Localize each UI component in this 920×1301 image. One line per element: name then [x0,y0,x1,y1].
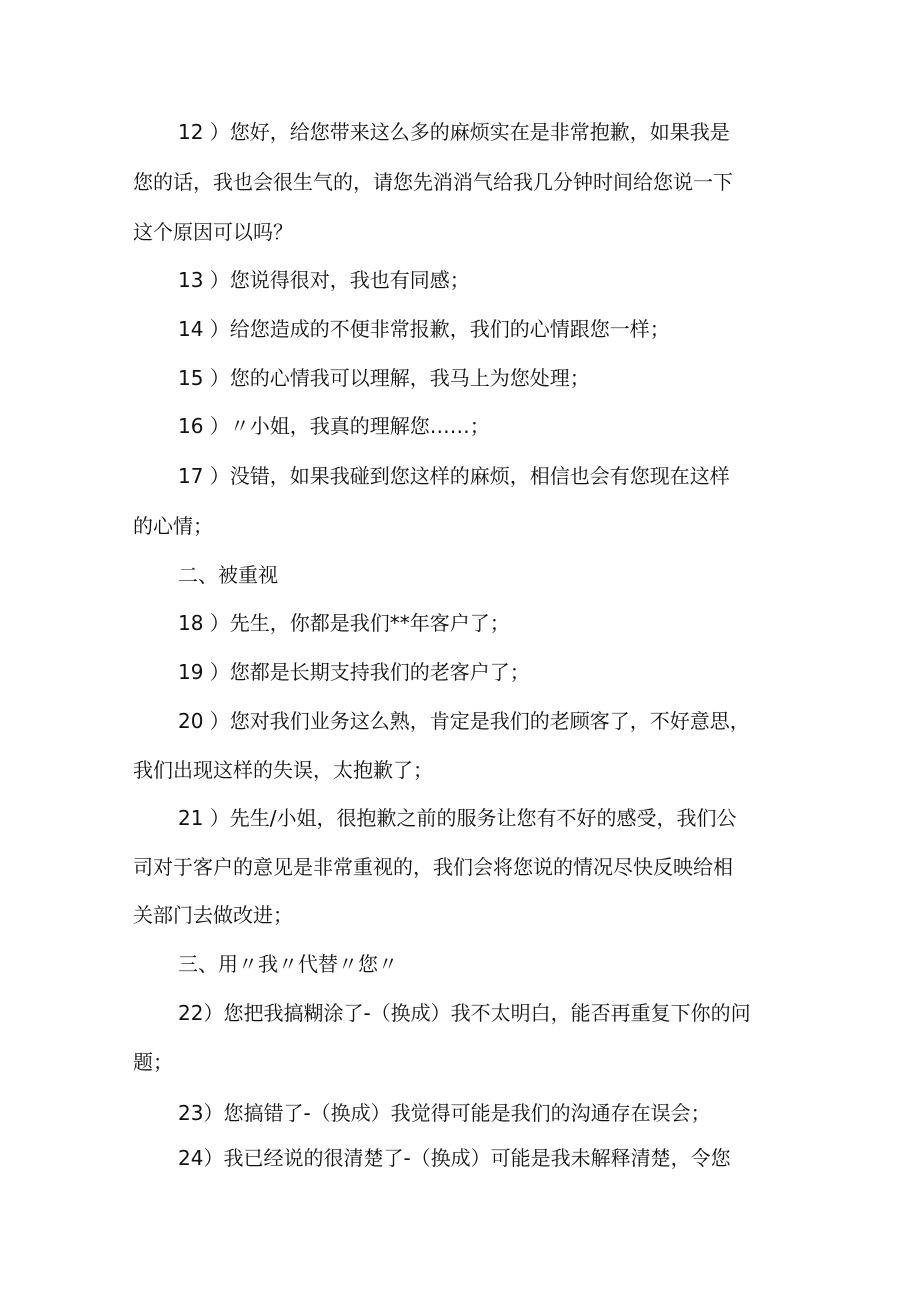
text-line-12b: 您的话，我也会很生气的，请您先消消气给我几分钟时间给您说一下 [133,170,733,194]
text-line-23: 23）您搞错了-（换成）我觉得可能是我们的沟通存在误会； [178,1101,711,1125]
text-line-12a: 12 ）您好，给您带来这么多的麻烦实在是非常抱歉，如果我是 [178,120,730,144]
text-line-19: 19 ）您都是长期支持我们的老客户了； [178,660,530,684]
text-line-18: 18 ）先生，你都是我们**年客户了； [178,611,510,635]
text-line-22a: 22）您把我搞糊涂了-（换成）我不太明白，能否再重复下你的问 [178,1001,751,1025]
text-line-13: 13 ）您说得很对，我也有同感； [178,268,470,292]
text-line-17b: 的心情； [133,514,213,538]
text-line-22b: 题； [133,1050,173,1074]
section-heading-3: 三、用〃我〃代替〃您〃 [178,952,398,976]
section-heading-2: 二、被重视 [178,563,278,587]
text-line-15: 15 ）您的心情我可以理解，我马上为您处理； [178,366,590,390]
text-line-24: 24）我已经说的很清楚了-（换成）可能是我未解释清楚，令您 [178,1146,731,1170]
text-line-21c: 关部门去做改进； [133,903,293,927]
text-line-12c: 这个原因可以吗？ [133,220,293,244]
text-line-16: 16 ）〃小姐，我真的理解您……； [178,414,490,438]
text-line-20b: 我们出现这样的失误，太抱歉了； [133,758,433,782]
text-line-17a: 17 ）没错，如果我碰到您这样的麻烦，相信也会有您现在这样 [178,464,730,488]
text-line-14: 14 ）给您造成的不便非常报歉，我们的心情跟您一样； [178,317,670,341]
text-line-20a: 20 ）您对我们业务这么熟，肯定是我们的老顾客了，不好意思， [178,709,750,733]
text-line-21b: 司对于客户的意见是非常重视的，我们会将您说的情况尽快反映给相 [133,855,733,879]
text-line-21a: 21 ）先生/小姐，很抱歉之前的服务让您有不好的感受，我们公 [178,806,737,830]
